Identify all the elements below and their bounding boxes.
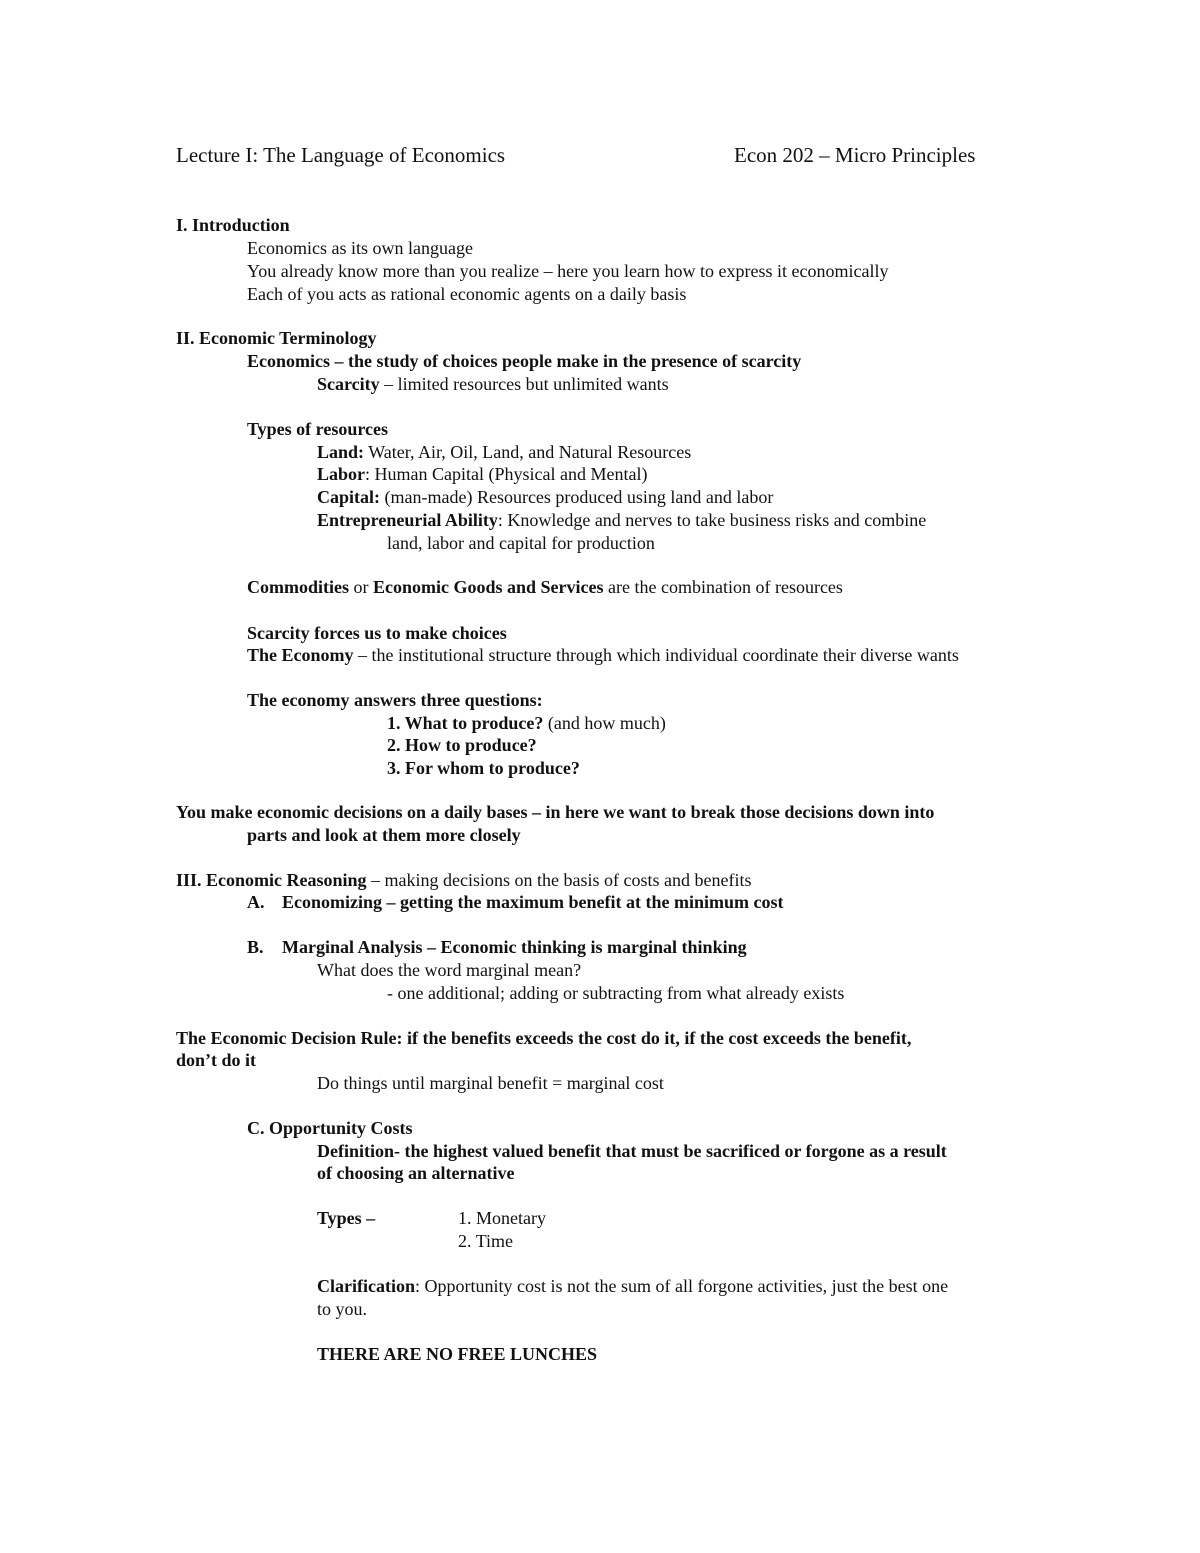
term: Entrepreneurial Ability — [317, 510, 498, 530]
term: Clarification — [317, 1276, 415, 1296]
resources-heading: Types of resources — [247, 419, 388, 439]
intro-line: You already know more than you realize – here you learn how to express it economically — [247, 261, 889, 281]
daily-decisions-line: You make economic decisions on a daily bases – in here we want to break those decisions down into — [176, 802, 935, 822]
marginal-question: What does the word marginal mean? — [317, 960, 582, 980]
question-item — [387, 712, 666, 734]
opportunity-heading: C. Opportunity Costs — [247, 1118, 413, 1138]
definition: – the institutional structure through which individual coordinate their diverse wants — [353, 645, 959, 665]
marginal-answer: - one additional; adding or subtracting from what already exists — [387, 983, 845, 1003]
term: Economic Goods and Services — [373, 577, 604, 597]
term: III. Economic Reasoning — [176, 870, 367, 890]
term: Land: — [317, 442, 365, 462]
clarification — [317, 1275, 948, 1297]
definition: – limited resources but unlimited wants — [379, 374, 669, 394]
page-header — [176, 143, 1021, 173]
definition: : Knowledge and nerves to take business risks and combine — [497, 510, 927, 530]
term: The Economy — [247, 645, 354, 665]
resource-land — [317, 441, 691, 463]
question-note: (and how much) — [543, 713, 666, 733]
economics-definition: Economics – the study of choices people make in the presence of scarcity — [247, 351, 802, 371]
type-item: 1. Monetary — [458, 1208, 546, 1228]
section-heading-reasoning — [176, 869, 751, 891]
definition: : Human Capital (Physical and Mental) — [365, 464, 648, 484]
type-item: 2. Time — [458, 1231, 514, 1251]
scarcity-choices: Scarcity forces us to make choices — [247, 623, 507, 643]
section-heading-terminology: II. Economic Terminology — [176, 328, 377, 348]
lecture-title: Lecture I: The Language of Economics — [176, 143, 506, 167]
resource-capital — [317, 486, 773, 508]
item-text: Economizing – getting the maximum benefit at the minimum cost — [282, 892, 784, 912]
definition: are the combination of resources — [603, 577, 843, 597]
definition: – making decisions on the basis of costs and benefits — [366, 870, 752, 890]
section-heading-introduction: I. Introduction — [176, 215, 290, 235]
course-title: Econ 202 – Micro Principles — [734, 143, 976, 167]
resource-entrepreneurial-cont: land, labor and capital for production — [387, 533, 655, 553]
term: Labor — [317, 464, 366, 484]
intro-line: Economics as its own language — [247, 238, 473, 258]
clarification-cont: to you. — [317, 1299, 368, 1319]
questions-heading: The economy answers three questions: — [247, 690, 543, 710]
commodities-definition — [247, 576, 843, 598]
decision-rule-line: don’t do it — [176, 1050, 257, 1070]
question-item: 3. For whom to produce? — [387, 758, 580, 778]
resource-entrepreneurial — [317, 509, 926, 531]
decision-rule-note: Do things until marginal benefit = marginal cost — [317, 1073, 664, 1093]
question: 1. What to produce? — [387, 713, 544, 733]
daily-decisions-line: parts and look at them more closely — [247, 825, 521, 845]
intro-line: Each of you acts as rational economic agents on a daily basis — [247, 284, 687, 304]
item-text: Marginal Analysis – Economic thinking is marginal thinking — [282, 937, 747, 957]
decision-rule-line: The Economic Decision Rule: if the benefits exceeds the cost do it, if the cost exceeds the benefit, — [176, 1028, 912, 1048]
types-label: Types – — [317, 1208, 376, 1228]
economy-definition — [247, 644, 959, 666]
item-label: A. — [247, 892, 265, 912]
term: Commodities — [247, 577, 349, 597]
term: Scarcity — [317, 374, 380, 394]
connector: or — [349, 577, 373, 597]
opportunity-definition: Definition- the highest valued benefit that must be sacrificed or forgone as a result — [317, 1141, 947, 1161]
term: Capital: — [317, 487, 380, 507]
free-lunch-statement: THERE ARE NO FREE LUNCHES — [317, 1344, 598, 1364]
opportunity-definition: of choosing an alternative — [317, 1163, 515, 1183]
definition: (man-made) Resources produced using land and labor — [380, 487, 774, 507]
question-item: 2. How to produce? — [387, 735, 537, 755]
definition: : Opportunity cost is not the sum of all forgone activities, just the best one — [414, 1276, 949, 1296]
definition: Water, Air, Oil, Land, and Natural Resources — [364, 442, 692, 462]
resource-labor — [317, 463, 647, 485]
scarcity-definition — [317, 373, 669, 395]
item-label: B. — [247, 937, 264, 957]
